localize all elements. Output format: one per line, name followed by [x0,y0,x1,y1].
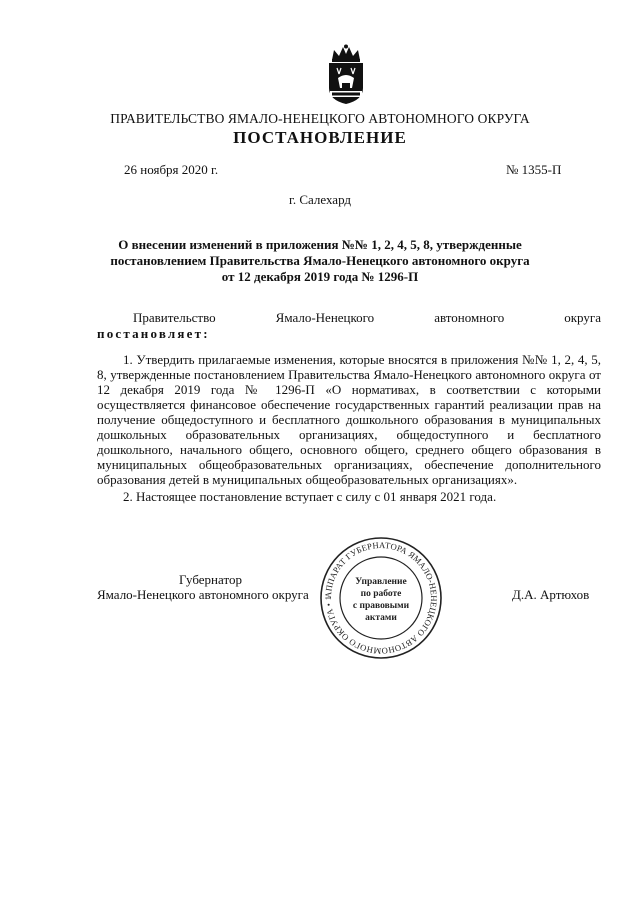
stamp-text-line: с правовыми [352,601,410,611]
government-name: ПРАВИТЕЛЬСТВО ЯМАЛО-НЕНЕЦКОГО АВТОНОМНОГО ОКРУГА [110,111,530,126]
subject-line: постановлением Правительства Ямало-Ненецкого автономного округа [110,253,530,268]
preamble-row [97,310,601,326]
preamble-word: Ямало-Ненецкого [275,310,375,325]
signatory-title-line: Ямало-Ненецкого автономного округа [97,587,309,602]
preamble-word: округа [564,310,601,325]
body-paragraph-2: 2. Настоящее постановление вступает с силу с 01 января 2021 года. [123,489,497,504]
stamp-text-line: актами [365,613,397,623]
document-date: 26 ноября 2020 г. [124,162,219,177]
document-number: № 1355-П [506,162,562,177]
preamble [97,310,601,342]
signatory-name: Д.А. Артюхов [512,587,590,602]
document-city: г. Салехард [288,192,352,207]
preamble-word: Правительство [133,310,216,325]
document-subject [0,237,640,285]
document-type-title: ПОСТАНОВЛЕНИЕ [233,128,407,147]
stamp-text-line: по работе [360,589,402,599]
stamp-text-line: Управление [355,577,407,587]
signatory-title-line: Губернатор [179,572,242,587]
stamp-ring-text: АППАРАТ ГУБЕРНАТОРА ЯМАЛО-НЕНЕЦКОГО АВТОНОМНОГО ОКРУГА • 1 [322,539,440,657]
body-paragraph-1: 1. Утвердить прилагаемые изменения, которые вносятся в приложения №№ 1, 2, 4, 5, 8, утвержденные постановлением Правительства Ямало-Ненецкого автономного округа от 12 декабря 2019 года № 1296-П «О нормативах, в соответствии с которыми осуществляется финансовое обеспечение государственных гарантий реализации прав на получение общедоступного и бесплатного дошкольного образования в муниципальных дошкольных образовательных организациях, общедоступного и бесплатного дошкольного, начального общего, основного общего, среднего общего образования в муниципальных общеобразовательных организациях, обеспечение дополнительного образования детей в муниципальных общеобразовательных организациях». [97,352,601,487]
subject-line: от 12 декабря 2019 года № 1296-П [221,269,419,284]
document-body [97,352,601,504]
coat-of-arms-emblem [324,44,368,108]
preamble-word: автономного [434,310,505,325]
subject-line: О внесении изменений в приложения №№ 1, 2, 4, 5, 8, утвержденные [118,237,522,252]
signatory-title [97,572,337,602]
official-stamp [318,535,444,661]
decree-word: постановляет: [97,326,210,341]
